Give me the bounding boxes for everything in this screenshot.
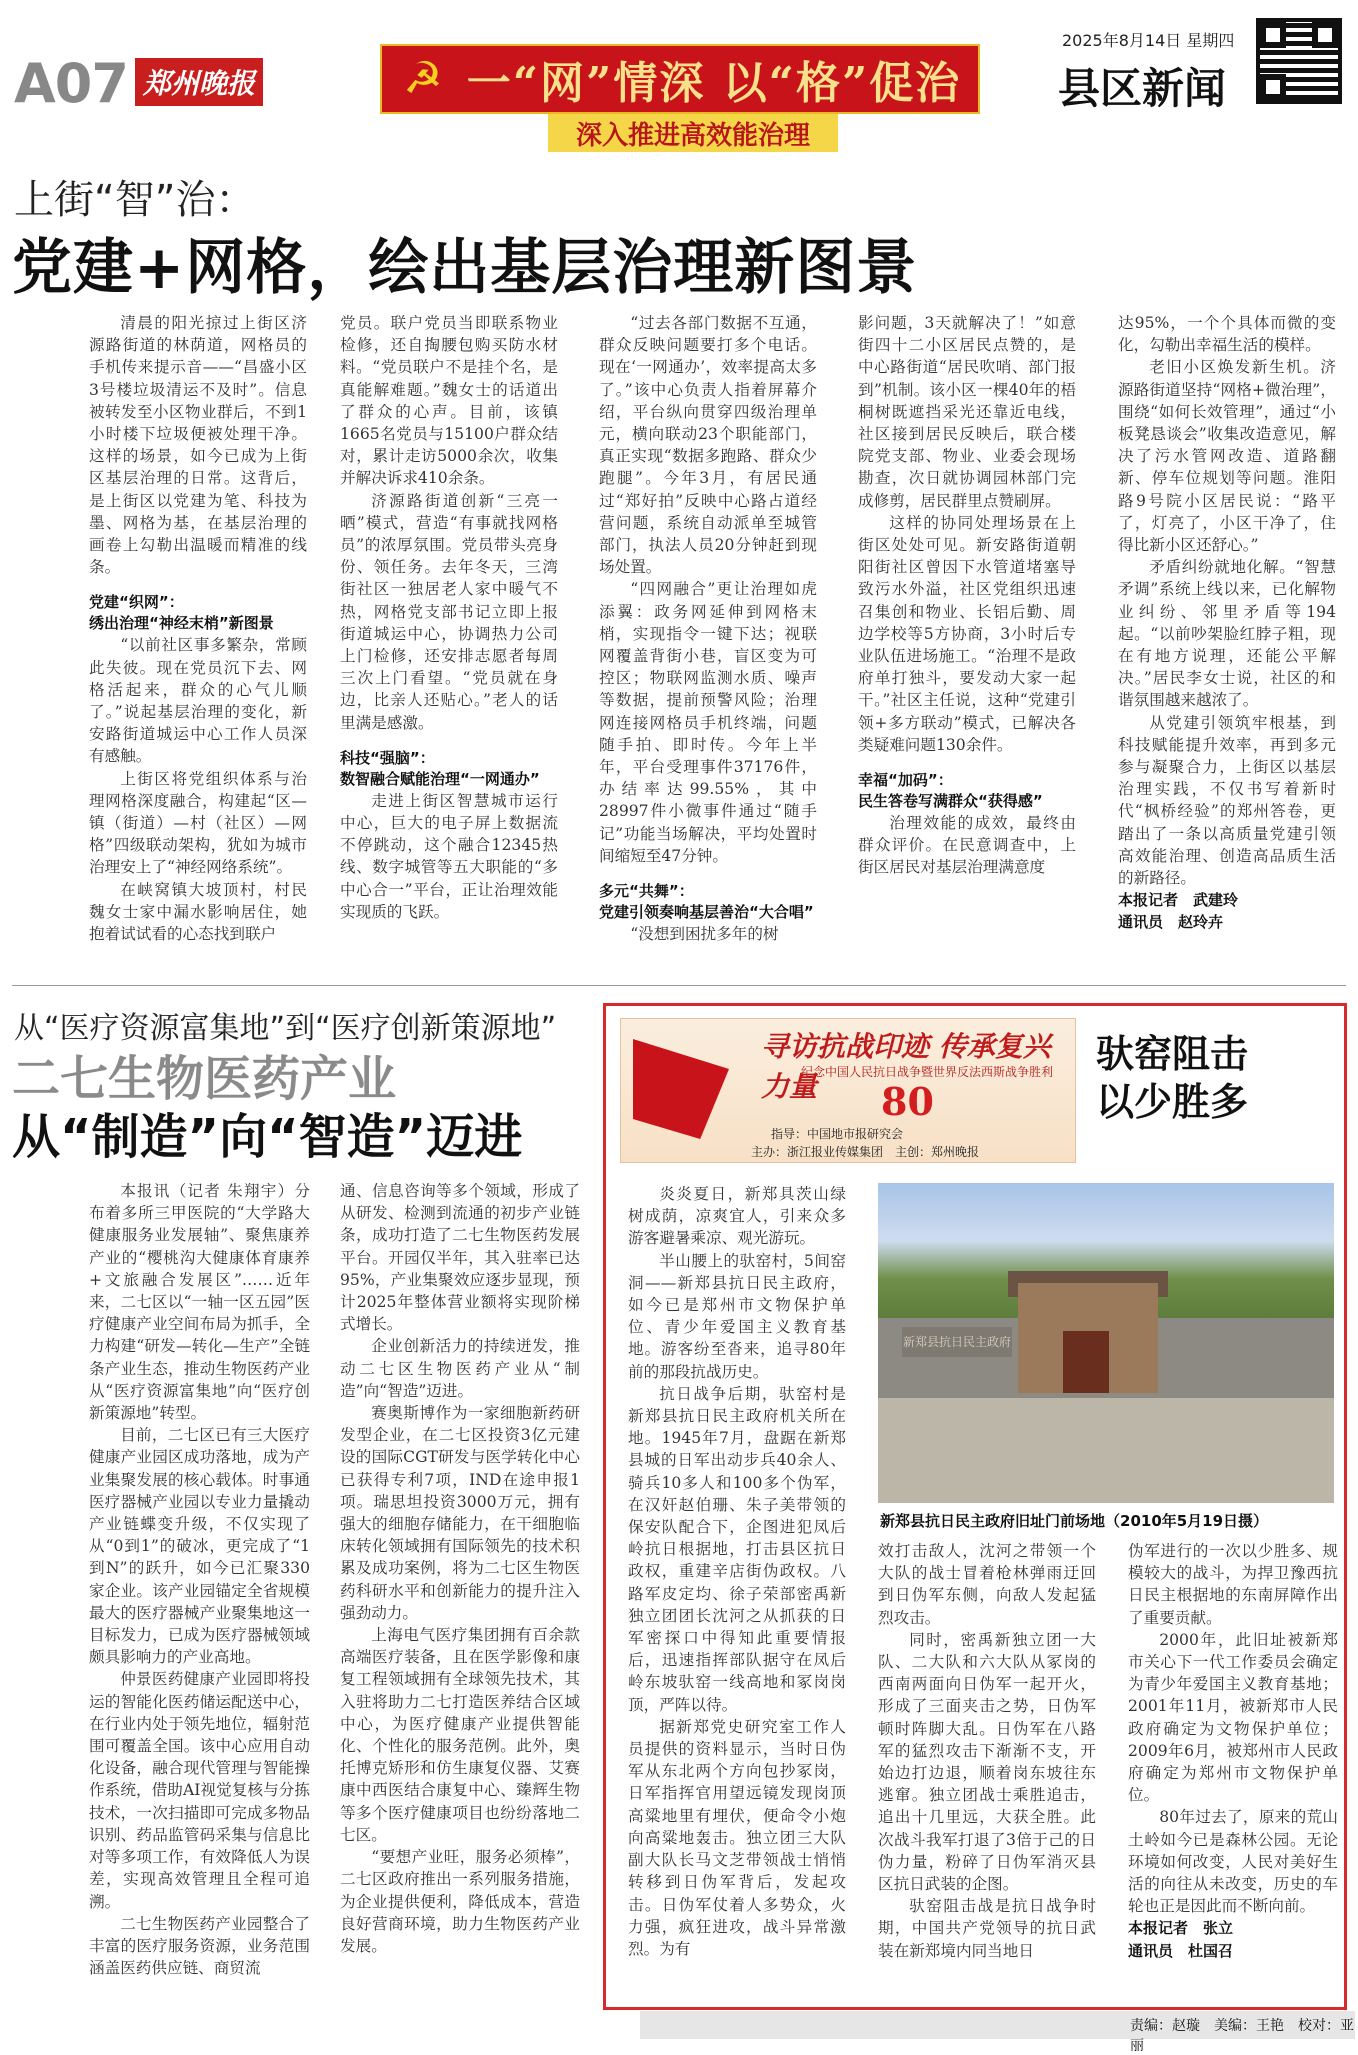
paragraph-continued: 达95%，一个个具体而微的变化，勾勒出幸福生活的模样。 (1118, 314, 1336, 355)
paragraph: “没想到困扰多年的树 (630, 925, 779, 944)
subheading: 科技“强脑”： (340, 748, 435, 767)
logo-host: 主办：浙江报业传媒集团 主创：郑州晚报 (751, 1145, 980, 1159)
paragraph: 80年过去了，原来的荒山土岭如今已是森林公园。无论环境如何改变，人民对美好生活的向往从未改变，历史的车轮也正是因此而不断向前。 (1128, 1808, 1338, 1916)
article3-title: 驮窑阻击以少胜多 (1096, 1032, 1249, 1124)
newspaper-logo: 郑州晚报 (135, 58, 263, 106)
qr-anchor (1312, 22, 1338, 48)
photo-plaque: 新郑县抗日民主政府 (902, 1327, 1012, 1357)
byline: 通讯员 杜国召 (1128, 1941, 1234, 1960)
paragraph-continued: 影问题，3天就解决了！”如意街四十二小区居民点赞的，是中心路街道“居民吹哨、部门报到”机制。该小区一棵40年的梧桐树既遮挡采光还靠近电线，社区接到居民反映后，联合楼院党支部、物业、业委会现场勘查，次日就协调园林部门完成修剪，居民群里点赞刷屏。 (858, 314, 1076, 510)
subheading: 幸福“加码”： (858, 771, 953, 790)
divider (12, 985, 1346, 986)
paragraph: 走进上街区智慧城市运行中心，巨大的电子屏上数据流不停跳动，这个融合12345热线、数字城管等五大职能的“多中心合一”平台，正让治理效能实现质的飞跃。 (340, 791, 558, 921)
paragraph: 在峡窝镇大坡顶村，村民魏女士家中漏水影响居住，她抱着试试看的心态找到联户 (89, 880, 307, 944)
paragraph: 企业创新活力的持续迸发，推动二七区生物医药产业从“制造”向“智造”迈进。 (340, 1337, 580, 1400)
article1-kicker: 上街“智”治： (14, 177, 256, 223)
article1-column-5 (1118, 312, 1336, 952)
qr-anchor (1260, 74, 1286, 100)
paragraph-continued: 伪军进行的一次以少胜多、规模较大的战斗，为捍卫豫西抗日民主根据地的东南屏障作出了重要贡献。 (1128, 1542, 1338, 1627)
subheading: 多元“共舞”： (599, 882, 694, 901)
banner-subtitle: 深入推进高效能治理 (548, 114, 838, 152)
paragraph: 据新郑党史研究室工作人员提供的资料显示，当时日伪军从东北两个方向包抄冢岗，日军指挥官用望远镜发现岗顶高粱地里有埋伏，便命令小炮向高粱地轰击。独立团三大队副大队长马文芝带领战士悄悄转移到日伪军背后，发起攻击。日伪军仗着人多势众，火力强，疯狂进攻，战斗异常激烈。为有 (628, 1717, 846, 1958)
paragraph: 本报讯（记者 朱翔宇）分布着多所三甲医院的“大学路大健康服务业发展轴”、聚焦康养产业的“樱桃沟大健康体育康养+文旅融合发展区”……近年来，二七区以“一轴一区五园”医疗健康产业空间布局为抓手，全力构建“研发—转化—生产”全链条产业生态，推动生物医药产业从“医疗资源富集地”向“医疗创新策源地”转型。 (89, 1182, 310, 1423)
logo-title: 寻访抗战印迹 传承复兴力量 (761, 1030, 1051, 1103)
article1-title: 党建+网格，绘出基层治理新图景 (12, 233, 918, 303)
paragraph: 同时，密禹新独立团一大队、二大队和六大队从冢岗的西南两面向日伪军一起开火，形成了三面夹击之势，日伪军顿时阵脚大乱。日伪军在八路军的猛烈攻击下渐渐不支，开始边打边退，顺着岗东坡往东逃窜。独立团战士乘胜追击，追出十几里远，大获全胜。此次战斗我军打退了3倍于己的日伪力量，粉碎了日伪军消灭县区抗日武装的企图。 (878, 1630, 1096, 1894)
photo-door (1063, 1331, 1109, 1393)
issue-date: 2025年8月14日 星期四 (1062, 31, 1235, 50)
page-number: A07 (14, 52, 128, 115)
paragraph-continued: 通、信息咨询等多个领域，形成了从研发、检测到流通的初步产业链条，成功打造了二七生物医药发展平台。开园仅半年，其入驻率已达95%，产业集聚效应逐步显现，预计2025年整体营业额将实现阶梯式增长。 (340, 1182, 580, 1334)
paragraph: 治理效能的成效，最终由群众评价。在民意调查中，上街区居民对基层治理满意度 (858, 814, 1076, 877)
section-name: 县区新闻 (1058, 64, 1227, 113)
campaign-logo (620, 1018, 1076, 1163)
logo-guide: 指导：中国地市报研究会 (771, 1127, 904, 1141)
historic-site-photo (878, 1183, 1334, 1503)
article2-column-1 (89, 1180, 310, 2005)
article3-column-2 (878, 1540, 1096, 2005)
photo-caption: 新郑县抗日民主政府旧址门前场地（2010年5月19日摄） (880, 1512, 1269, 1530)
paragraph: “过去各部门数据不互通，群众反映问题要打多个电话。现在‘一网通办’，效率提高太多了。”该中心负责人指着屏幕介绍，平台纵向贯穿四级治理单元，横向联动23个职能部门，真正实现“数据多跑路、群众少跑腿”。今年3月，有居民通过“郑好拍”反映中心路占道经营问题，系统自动派单至城管部门，执法人员20分钟赶到现场处置。 (599, 314, 817, 577)
byline: 本报记者 武建玲 (1118, 891, 1239, 910)
article3-column-3 (1128, 1540, 1338, 2005)
paragraph: 老旧小区焕发新生机。济源路街道坚持“网格+微治理”，围绕“如何长效管理”，通过“小板凳恳谈会”收集改造意见，解决了污水管网改造、道路翻新、停车位规划等问题。淮阳路9号院小区居民说：“路平了，灯亮了，小区干净了，住得比新小区还舒心。” (1118, 358, 1336, 555)
subheading: 民生答卷写满群众“获得感” (858, 792, 1043, 811)
paragraph-continued: 党员。联户党员当即联系物业检修，还自掏腰包购买防水材料。“党员联户不是挂个名，是真能解难题。”魏女士的话道出了群众的心声。目前，该镇1665名党员与15100户群众结对，累计走访5000余次，收集并解决诉求410余条。 (340, 314, 558, 488)
article2-kicker: 从“医疗资源富集地”到“医疗创新策源地” (14, 1011, 557, 1046)
subheading: 党建引领奏响基层善治“大合唱” (599, 903, 814, 922)
paragraph: 上海电气医疗集团拥有百余款高端医疗装备，且在医学影像和康复工程领域拥有全球领先技术，其入驻将助力二七打造医养结合区域中心，为医疗健康产业提供智能化、个性化的服务范例。此外，奥托博克矫形和仿生康复仪器、艾赛康中西医结合康复中心、臻辉生物等多个医疗健康项目也纷纷落地二七区。 (340, 1626, 580, 1844)
subheading: 绣出治理“神经末梢”新图景 (89, 614, 274, 633)
article1-column-2 (340, 312, 558, 952)
paragraph: “要想产业旺，服务必须棒”，二七区政府推出一系列服务措施，为企业提供便利，降低成本，营造良好营商环境，助力生物医药产业发展。 (340, 1848, 580, 1955)
paragraph: 目前，二七区已有三大医疗健康产业园区成功落地，成为产业集聚发展的核心载体。时事通医疗器械产业园以专业力量撬动产业链蝶变升级，不仅实现了从“0到1”的破冰，更完成了“1到N”的跃升，如今已汇聚330家企业。该产业园锚定全省规模最大的医疗器械产业聚集地这一目标发力，已成为医疗器械领域颇具影响力的产业高地。 (89, 1426, 310, 1667)
qr-anchor (1260, 22, 1286, 48)
photo-ground (878, 1398, 1334, 1503)
article1-column-1 (89, 312, 307, 952)
subheading: 数智融合赋能治理“一网通办” (340, 769, 540, 788)
article1-column-3 (599, 312, 817, 952)
paragraph: 济源路街道创新“三亮一晒”模式，营造“有事就找网格员”的浓厚氛围。党员带头亮身份、领任务。去年冬天，三湾街社区一独居老人家中暖气不热，网格党支部书记立即上报街道城运中心，协调热力公司上门检修，还安排志愿者每周三次上门看望。“党员就在身边，比亲人还贴心。”老人的话里满是感激。 (340, 491, 558, 732)
paragraph: 清晨的阳光掠过上街区济源路街道的林荫道，网格员的手机传来提示音——“昌盛小区3号楼垃圾清运不及时”。信息被转发至小区物业群后，不到1小时楼下垃圾便被处理干净。这样的场景，如今已成为上街区基层治理的日常。这背后，是上街区以党建为笔、科技为墨、网格为基，在基层治理的画卷上勾勒出温暖而精准的线条。 (89, 314, 307, 577)
banner-title: 一“网”情深 以“格”促治 (466, 58, 962, 109)
paragraph: 矛盾纠纷就地化解。“智慧矛调”系统上线以来，已化解物业纠纷、邻里矛盾等194起。“以前吵架脸红脖子粗，现在有地方说理，还能公平解决。”居民李女士说，社区的和谐氛围越来越浓了。 (1118, 558, 1336, 710)
article2-title-line2: 从“制造”向“智造”迈进 (12, 1109, 523, 1165)
paragraph: 抗日战争后期，驮窑村是新郑县抗日民主政府机关所在地。1945年7月，盘踞在新郑县城的日军出动步兵40余人、骑兵10多人和100多个伪军，在汉奸赵伯珊、朱子美带领的保安队配合下，企图进犯凤后岭抗日根据地，打击县区抗日政权，重建辛店街伪政权。八路军皮定均、徐子荣部密禹新独立团团长沈河之从抓获的日军密探口中得知此重要情报后，迅速指挥部队据守在凤后岭东坡驮窑一线高地和冢岗岗顶，严阵以待。 (628, 1384, 846, 1714)
qr-code-icon[interactable] (1256, 18, 1342, 104)
paragraph: “以前社区事多繁杂，常顾此失彼。现在党员沉下去、网格活起来，群众的心气儿顺了。”说起基层治理的变化，新安路街道城运中心工作人员深有感触。 (89, 636, 307, 766)
article3-column-1 (628, 1183, 846, 2005)
red-flag-icon (633, 1039, 729, 1139)
article1-column-4 (858, 312, 1076, 952)
paragraph: 二七生物医药产业园整合了丰富的医疗服务资源，业务范围涵盖医药供应链、商贸流 (89, 1914, 310, 1978)
paragraph: 驮窑阻击战是抗日战争时期，中国共产党领导的抗日武装在新郑境内同当地日 (878, 1897, 1096, 1960)
byline: 通讯员 赵玲卉 (1118, 913, 1224, 932)
article2-column-2 (340, 1180, 580, 2005)
subheading: 党建“织网”： (89, 593, 184, 612)
paragraph: 半山腰上的驮窑村，5间窑洞——新郑县抗日民主政府，如今已是郑州市文物保护单位、青少年爱国主义教育基地。游客纷至沓来，追寻80年前的那段抗战历史。 (628, 1251, 846, 1381)
paragraph: “四网融合”更让治理如虎添翼：政务网延伸到网格末梢，实现指令一键下达；视联网覆盖背街小巷，盲区变为可控区；物联网监测水质、噪声等数据，提前预警风险；治理网连接网格员手机终端，问题随手拍、即时传。今年上半年，平台受理事件37176件，办结率达99.55%，其中28997件小微事件通过“随手记”功能当场解决，平均处置时间缩短至47分钟。 (599, 580, 817, 865)
logo-80: 80 (881, 1079, 934, 1124)
party-emblem-icon: ☭ (403, 53, 443, 104)
paragraph: 赛奥斯博作为一家细胞新药研发型企业，在二七区投资3亿元建设的国际CGT研发与医学转化中心已获得专利7项，IND在途申报1项。瑞思坦投资3000万元，拥有强大的细胞存储能力，在干细胞临床转化领域拥有国际领先的技术积累及成功案例，将为二七区生物医药科研水平和创新能力的提升注入强劲动力。 (340, 1404, 580, 1622)
paragraph: 炎炎夏日，新郑具茨山绿树成荫，凉爽宜人，引来众多游客避暑乘凉、观光游玩。 (628, 1185, 846, 1248)
logo-subtitle: 纪念中国人民抗日战争暨世界反法西斯战争胜利 (801, 1065, 1054, 1079)
paragraph: 仲景医药健康产业园即将投运的智能化医药储运配送中心，在行业内处于领先地位，辐射范围可覆盖全国。该中心应用自动化设备，融合现代管理与智能操作系统，借助AI视觉复核与分拣技术，一次扫描即可完成多物品识别、药品监管码采集与信息比对等多项工作，有效降低人为误差，实现高效管理且全程可追溯。 (89, 1670, 310, 1911)
editor-credits: 责编：赵璇 美编：王艳 校对：亚丽 (1130, 2018, 1354, 2054)
paragraph-continued: 效打击敌人，沈河之带领一个大队的战士冒着枪林弹雨迂回到日伪军东侧，向敌人发起猛烈攻击。 (878, 1542, 1096, 1627)
paragraph: 上街区将党组织体系与治理网格深度融合，构建起“区—镇（街道）—村（社区）—网格”四级联动架构，犹如为城市治理安上了“神经网络系统”。 (89, 769, 307, 877)
paragraph: 2000年，此旧址被新郑市关心下一代工作委员会确定为青少年爱国主义教育基地；2001年11月，被新郑市人民政府确定为文物保护单位；2009年6月，被郑州市人民政府确定为郑州市文物保护单位。 (1128, 1630, 1338, 1805)
paragraph: 从党建引领筑牢根基，到科技赋能提升效率，再到多元参与凝聚合力，上街区以基层治理实践，不仅书写着新时代“枫桥经验”的郑州答卷，更踏出了一条以高质量党建引领高效能治理、创造高品质生活的新路径。 (1118, 713, 1336, 888)
article2-title-line1: 二七生物医药产业 (12, 1051, 397, 1107)
byline: 本报记者 张立 (1128, 1919, 1234, 1938)
paragraph: 这样的协同处理场景在上街区处处可见。新安路街道朝阳街社区曾因下水管道堵塞导致污水外溢，社区党组织迅速召集创和物业、长铝后勤、周边学校等5方协商，3小时后专业队伍进场施工。“治理不是政府单打独斗，要发动大家一起干。”社区主任说，这种“党建引领+多方联动”模式，已解决各类疑难问题130余件。 (858, 513, 1076, 754)
column-banner (380, 44, 980, 114)
